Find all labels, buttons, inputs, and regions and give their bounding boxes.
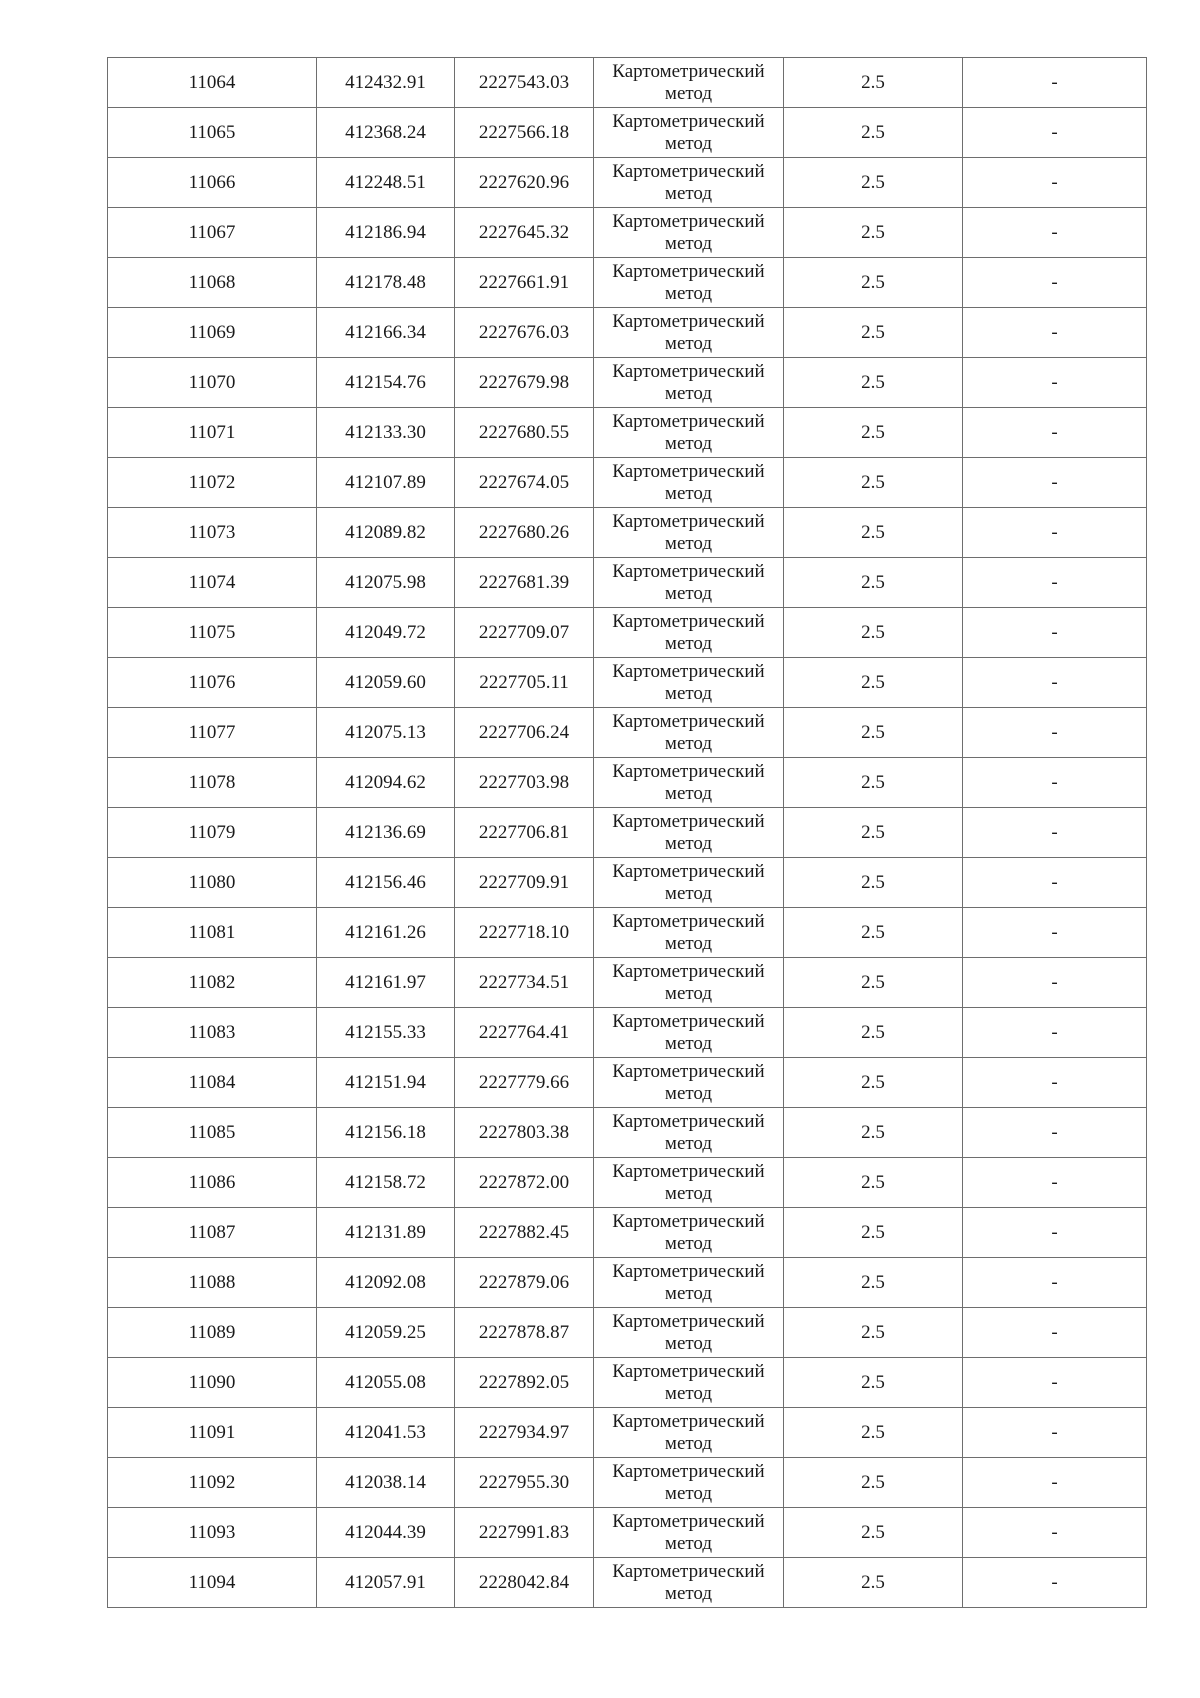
accuracy-cell: 2.5 <box>784 1108 963 1158</box>
method-text-line2: метод <box>664 782 713 804</box>
table-row <box>108 558 1147 608</box>
point-number-cell: 11092 <box>108 1458 317 1508</box>
method-text-line1: Картометрический <box>612 1060 765 1082</box>
method-text-line1: Картометрический <box>612 660 765 682</box>
method-text-line1: Картометрический <box>612 1410 765 1432</box>
x-coordinate-cell: 412075.13 <box>317 708 455 758</box>
y-coordinate-cell: 2227543.03 <box>455 58 594 108</box>
method-text-line2: метод <box>664 432 713 454</box>
x-coordinate-cell: 412166.34 <box>317 308 455 358</box>
method-text-line1: Картометрический <box>612 610 765 632</box>
point-number-cell: 11087 <box>108 1208 317 1258</box>
point-number-cell: 11069 <box>108 308 317 358</box>
note-cell: - <box>963 858 1147 908</box>
x-coordinate-cell: 412059.60 <box>317 658 455 708</box>
table-row <box>108 608 1147 658</box>
method-cell <box>594 1058 784 1108</box>
note-cell: - <box>963 258 1147 308</box>
x-coordinate-cell: 412161.97 <box>317 958 455 1008</box>
x-coordinate-cell: 412059.25 <box>317 1308 455 1358</box>
method-cell <box>594 908 784 958</box>
y-coordinate-cell: 2227734.51 <box>455 958 594 1008</box>
method-cell <box>594 658 784 708</box>
note-cell: - <box>963 708 1147 758</box>
method-cell <box>594 358 784 408</box>
accuracy-cell: 2.5 <box>784 708 963 758</box>
point-number-cell: 11081 <box>108 908 317 958</box>
note-cell: - <box>963 1358 1147 1408</box>
x-coordinate-cell: 412151.94 <box>317 1058 455 1108</box>
x-coordinate-cell: 412155.33 <box>317 1008 455 1058</box>
y-coordinate-cell: 2227679.98 <box>455 358 594 408</box>
note-cell: - <box>963 1408 1147 1458</box>
method-text-line2: метод <box>664 1032 713 1054</box>
method-text-line2: метод <box>664 332 713 354</box>
method-cell <box>594 1308 784 1358</box>
point-number-cell: 11079 <box>108 808 317 858</box>
y-coordinate-cell: 2227661.91 <box>455 258 594 308</box>
table-row <box>108 1408 1147 1458</box>
x-coordinate-cell: 412432.91 <box>317 58 455 108</box>
method-text-line1: Картометрический <box>612 1160 765 1182</box>
accuracy-cell: 2.5 <box>784 458 963 508</box>
point-number-cell: 11065 <box>108 108 317 158</box>
method-cell <box>594 1458 784 1508</box>
point-number-cell: 11094 <box>108 1558 317 1608</box>
method-text-line1: Картометрический <box>612 310 765 332</box>
point-number-cell: 11066 <box>108 158 317 208</box>
method-text-line2: метод <box>664 382 713 404</box>
x-coordinate-cell: 412133.30 <box>317 408 455 458</box>
y-coordinate-cell: 2227680.26 <box>455 508 594 558</box>
method-text-line2: метод <box>664 1332 713 1354</box>
method-cell <box>594 1108 784 1158</box>
note-cell: - <box>963 1508 1147 1558</box>
method-cell <box>594 608 784 658</box>
accuracy-cell: 2.5 <box>784 208 963 258</box>
x-coordinate-cell: 412089.82 <box>317 508 455 558</box>
point-number-cell: 11082 <box>108 958 317 1008</box>
table-row <box>108 808 1147 858</box>
method-text-line1: Картометрический <box>612 1110 765 1132</box>
accuracy-cell: 2.5 <box>784 1308 963 1358</box>
accuracy-cell: 2.5 <box>784 1208 963 1258</box>
method-text-line2: метод <box>664 132 713 154</box>
point-number-cell: 11088 <box>108 1258 317 1308</box>
y-coordinate-cell: 2227645.32 <box>455 208 594 258</box>
method-text-line1: Картометрический <box>612 1310 765 1332</box>
method-text-line2: метод <box>664 282 713 304</box>
method-text-line1: Картометрический <box>612 360 765 382</box>
point-number-cell: 11068 <box>108 258 317 308</box>
x-coordinate-cell: 412094.62 <box>317 758 455 808</box>
table-row <box>108 1358 1147 1408</box>
accuracy-cell: 2.5 <box>784 1358 963 1408</box>
table-row <box>108 1558 1147 1608</box>
accuracy-cell: 2.5 <box>784 58 963 108</box>
point-number-cell: 11084 <box>108 1058 317 1108</box>
note-cell: - <box>963 58 1147 108</box>
note-cell: - <box>963 108 1147 158</box>
table-row <box>108 708 1147 758</box>
y-coordinate-cell: 2227878.87 <box>455 1308 594 1358</box>
method-cell <box>594 258 784 308</box>
method-cell <box>594 1408 784 1458</box>
method-text-line2: метод <box>664 1382 713 1404</box>
table-row <box>108 1508 1147 1558</box>
method-text-line1: Картометрический <box>612 1510 765 1532</box>
table-row <box>108 1458 1147 1508</box>
x-coordinate-cell: 412248.51 <box>317 158 455 208</box>
method-cell <box>594 458 784 508</box>
accuracy-cell: 2.5 <box>784 158 963 208</box>
y-coordinate-cell: 2227803.38 <box>455 1108 594 1158</box>
y-coordinate-cell: 2227991.83 <box>455 1508 594 1558</box>
table-row <box>108 958 1147 1008</box>
method-cell <box>594 1558 784 1608</box>
method-cell <box>594 808 784 858</box>
note-cell: - <box>963 458 1147 508</box>
note-cell: - <box>963 758 1147 808</box>
method-text-line2: метод <box>664 1432 713 1454</box>
note-cell: - <box>963 808 1147 858</box>
table-row <box>108 858 1147 908</box>
method-text-line2: метод <box>664 1582 713 1604</box>
method-cell <box>594 58 784 108</box>
method-text-line2: метод <box>664 1532 713 1554</box>
point-number-cell: 11077 <box>108 708 317 758</box>
accuracy-cell: 2.5 <box>784 308 963 358</box>
y-coordinate-cell: 2227703.98 <box>455 758 594 808</box>
table-row <box>108 658 1147 708</box>
point-number-cell: 11091 <box>108 1408 317 1458</box>
method-text-line2: метод <box>664 532 713 554</box>
table-row <box>108 158 1147 208</box>
note-cell: - <box>963 1008 1147 1058</box>
method-text-line1: Картометрический <box>612 110 765 132</box>
method-cell <box>594 708 784 758</box>
method-text-line1: Картометрический <box>612 60 765 82</box>
x-coordinate-cell: 412044.39 <box>317 1508 455 1558</box>
table-row <box>108 1308 1147 1358</box>
method-text-line1: Картометрический <box>612 1460 765 1482</box>
accuracy-cell: 2.5 <box>784 558 963 608</box>
method-text-line2: метод <box>664 732 713 754</box>
method-text-line1: Картометрический <box>612 960 765 982</box>
accuracy-cell: 2.5 <box>784 808 963 858</box>
y-coordinate-cell: 2227706.81 <box>455 808 594 858</box>
method-cell <box>594 858 784 908</box>
method-text-line2: метод <box>664 1232 713 1254</box>
y-coordinate-cell: 2227706.24 <box>455 708 594 758</box>
table-row <box>108 58 1147 108</box>
table-row <box>108 1108 1147 1158</box>
note-cell: - <box>963 658 1147 708</box>
x-coordinate-cell: 412038.14 <box>317 1458 455 1508</box>
method-text-line1: Картометрический <box>612 260 765 282</box>
x-coordinate-cell: 412049.72 <box>317 608 455 658</box>
method-text-line2: метод <box>664 482 713 504</box>
accuracy-cell: 2.5 <box>784 408 963 458</box>
x-coordinate-cell: 412107.89 <box>317 458 455 508</box>
note-cell: - <box>963 1108 1147 1158</box>
accuracy-cell: 2.5 <box>784 658 963 708</box>
table-row <box>108 108 1147 158</box>
method-text-line1: Картометрический <box>612 760 765 782</box>
note-cell: - <box>963 308 1147 358</box>
note-cell: - <box>963 208 1147 258</box>
x-coordinate-cell: 412154.76 <box>317 358 455 408</box>
table-row <box>108 408 1147 458</box>
accuracy-cell: 2.5 <box>784 1408 963 1458</box>
method-text-line2: метод <box>664 582 713 604</box>
method-text-line1: Картометрический <box>612 910 765 932</box>
method-text-line1: Картометрический <box>612 560 765 582</box>
method-cell <box>594 158 784 208</box>
method-cell <box>594 558 784 608</box>
x-coordinate-cell: 412057.91 <box>317 1558 455 1608</box>
table-row <box>108 458 1147 508</box>
point-number-cell: 11086 <box>108 1158 317 1208</box>
method-cell <box>594 108 784 158</box>
method-text-line2: метод <box>664 232 713 254</box>
method-cell <box>594 1258 784 1308</box>
y-coordinate-cell: 2227879.06 <box>455 1258 594 1308</box>
point-number-cell: 11074 <box>108 558 317 608</box>
method-text-line2: метод <box>664 1182 713 1204</box>
accuracy-cell: 2.5 <box>784 1508 963 1558</box>
note-cell: - <box>963 1558 1147 1608</box>
table-row <box>108 1208 1147 1258</box>
note-cell: - <box>963 1308 1147 1358</box>
table-row <box>108 1058 1147 1108</box>
method-text-line2: метод <box>664 832 713 854</box>
note-cell: - <box>963 558 1147 608</box>
x-coordinate-cell: 412156.18 <box>317 1108 455 1158</box>
method-text-line1: Картометрический <box>612 1010 765 1032</box>
method-text-line2: метод <box>664 932 713 954</box>
table-row <box>108 758 1147 808</box>
table-row <box>108 1158 1147 1208</box>
point-number-cell: 11076 <box>108 658 317 708</box>
method-cell <box>594 1508 784 1558</box>
accuracy-cell: 2.5 <box>784 958 963 1008</box>
point-number-cell: 11072 <box>108 458 317 508</box>
x-coordinate-cell: 412156.46 <box>317 858 455 908</box>
y-coordinate-cell: 2227674.05 <box>455 458 594 508</box>
table-row <box>108 1008 1147 1058</box>
y-coordinate-cell: 2227709.91 <box>455 858 594 908</box>
x-coordinate-cell: 412136.69 <box>317 808 455 858</box>
method-text-line1: Картометрический <box>612 210 765 232</box>
accuracy-cell: 2.5 <box>784 858 963 908</box>
y-coordinate-cell: 2227955.30 <box>455 1458 594 1508</box>
method-cell <box>594 508 784 558</box>
x-coordinate-cell: 412368.24 <box>317 108 455 158</box>
point-number-cell: 11075 <box>108 608 317 658</box>
accuracy-cell: 2.5 <box>784 908 963 958</box>
note-cell: - <box>963 158 1147 208</box>
method-cell <box>594 208 784 258</box>
method-text-line1: Картометрический <box>612 1560 765 1582</box>
table-row <box>108 508 1147 558</box>
method-text-line1: Картометрический <box>612 1360 765 1382</box>
point-number-cell: 11067 <box>108 208 317 258</box>
x-coordinate-cell: 412186.94 <box>317 208 455 258</box>
point-number-cell: 11080 <box>108 858 317 908</box>
note-cell: - <box>963 1058 1147 1108</box>
point-number-cell: 11070 <box>108 358 317 408</box>
point-number-cell: 11090 <box>108 1358 317 1408</box>
method-text-line1: Картометрический <box>612 1260 765 1282</box>
point-number-cell: 11078 <box>108 758 317 808</box>
y-coordinate-cell: 2227718.10 <box>455 908 594 958</box>
y-coordinate-cell: 2227705.11 <box>455 658 594 708</box>
accuracy-cell: 2.5 <box>784 258 963 308</box>
note-cell: - <box>963 1208 1147 1258</box>
table-row <box>108 258 1147 308</box>
method-text-line1: Картометрический <box>612 1210 765 1232</box>
method-text-line2: метод <box>664 82 713 104</box>
coordinates-table-body <box>108 58 1147 1608</box>
note-cell: - <box>963 358 1147 408</box>
x-coordinate-cell: 412161.26 <box>317 908 455 958</box>
method-text-line2: метод <box>664 982 713 1004</box>
note-cell: - <box>963 908 1147 958</box>
table-row <box>108 1258 1147 1308</box>
method-text-line2: метод <box>664 1132 713 1154</box>
note-cell: - <box>963 1258 1147 1308</box>
table-row <box>108 208 1147 258</box>
x-coordinate-cell: 412131.89 <box>317 1208 455 1258</box>
method-cell <box>594 758 784 808</box>
point-number-cell: 11073 <box>108 508 317 558</box>
table-row <box>108 308 1147 358</box>
y-coordinate-cell: 2227882.45 <box>455 1208 594 1258</box>
accuracy-cell: 2.5 <box>784 1258 963 1308</box>
method-text-line1: Картометрический <box>612 410 765 432</box>
accuracy-cell: 2.5 <box>784 608 963 658</box>
accuracy-cell: 2.5 <box>784 1008 963 1058</box>
y-coordinate-cell: 2227709.07 <box>455 608 594 658</box>
note-cell: - <box>963 1158 1147 1208</box>
point-number-cell: 11085 <box>108 1108 317 1158</box>
accuracy-cell: 2.5 <box>784 1158 963 1208</box>
coordinates-table <box>107 57 1147 1608</box>
method-text-line1: Картометрический <box>612 810 765 832</box>
y-coordinate-cell: 2227764.41 <box>455 1008 594 1058</box>
y-coordinate-cell: 2227680.55 <box>455 408 594 458</box>
y-coordinate-cell: 2227872.00 <box>455 1158 594 1208</box>
y-coordinate-cell: 2227566.18 <box>455 108 594 158</box>
point-number-cell: 11071 <box>108 408 317 458</box>
x-coordinate-cell: 412092.08 <box>317 1258 455 1308</box>
y-coordinate-cell: 2227681.39 <box>455 558 594 608</box>
point-number-cell: 11083 <box>108 1008 317 1058</box>
point-number-cell: 11093 <box>108 1508 317 1558</box>
method-text-line2: метод <box>664 882 713 904</box>
method-cell <box>594 958 784 1008</box>
method-cell <box>594 308 784 358</box>
x-coordinate-cell: 412158.72 <box>317 1158 455 1208</box>
method-text-line1: Картометрический <box>612 160 765 182</box>
method-text-line2: метод <box>664 682 713 704</box>
x-coordinate-cell: 412041.53 <box>317 1408 455 1458</box>
note-cell: - <box>963 1458 1147 1508</box>
table-row <box>108 908 1147 958</box>
method-cell <box>594 1158 784 1208</box>
note-cell: - <box>963 408 1147 458</box>
y-coordinate-cell: 2227934.97 <box>455 1408 594 1458</box>
table-row <box>108 358 1147 408</box>
accuracy-cell: 2.5 <box>784 358 963 408</box>
method-text-line2: метод <box>664 182 713 204</box>
accuracy-cell: 2.5 <box>784 1458 963 1508</box>
x-coordinate-cell: 412075.98 <box>317 558 455 608</box>
point-number-cell: 11089 <box>108 1308 317 1358</box>
accuracy-cell: 2.5 <box>784 508 963 558</box>
y-coordinate-cell: 2227779.66 <box>455 1058 594 1108</box>
method-cell <box>594 1358 784 1408</box>
y-coordinate-cell: 2227892.05 <box>455 1358 594 1408</box>
x-coordinate-cell: 412178.48 <box>317 258 455 308</box>
method-text-line2: метод <box>664 1082 713 1104</box>
accuracy-cell: 2.5 <box>784 1558 963 1608</box>
method-text-line2: метод <box>664 1482 713 1504</box>
method-cell <box>594 1208 784 1258</box>
accuracy-cell: 2.5 <box>784 758 963 808</box>
point-number-cell: 11064 <box>108 58 317 108</box>
method-text-line1: Картометрический <box>612 710 765 732</box>
note-cell: - <box>963 958 1147 1008</box>
accuracy-cell: 2.5 <box>784 1058 963 1108</box>
note-cell: - <box>963 508 1147 558</box>
note-cell: - <box>963 608 1147 658</box>
method-text-line1: Картометрический <box>612 460 765 482</box>
x-coordinate-cell: 412055.08 <box>317 1358 455 1408</box>
method-cell <box>594 1008 784 1058</box>
method-text-line1: Картометрический <box>612 510 765 532</box>
y-coordinate-cell: 2228042.84 <box>455 1558 594 1608</box>
method-text-line1: Картометрический <box>612 860 765 882</box>
method-cell <box>594 408 784 458</box>
y-coordinate-cell: 2227620.96 <box>455 158 594 208</box>
y-coordinate-cell: 2227676.03 <box>455 308 594 358</box>
method-text-line2: метод <box>664 632 713 654</box>
accuracy-cell: 2.5 <box>784 108 963 158</box>
method-text-line2: метод <box>664 1282 713 1304</box>
